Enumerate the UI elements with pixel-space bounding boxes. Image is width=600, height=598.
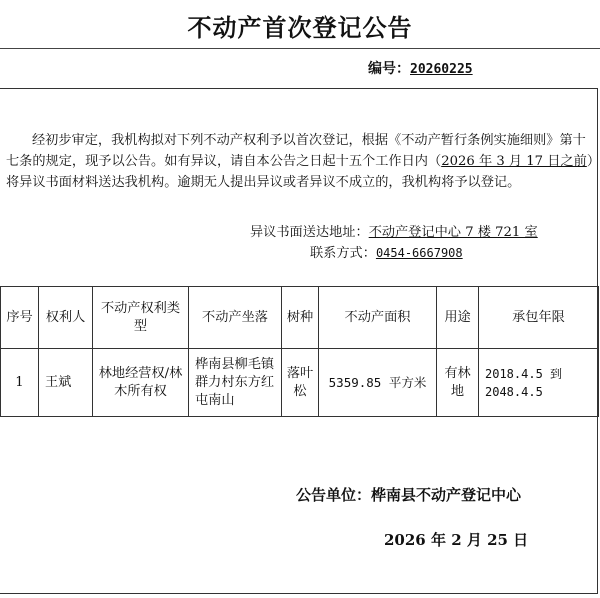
header-use: 用途 (437, 287, 479, 349)
notice-date: 2026 年 2 月 25 日 (384, 531, 529, 549)
term-start: 2018.4.5 到 (485, 366, 563, 381)
body-text-part2: ）将异议书面材料送达我机构。逾期无人提出异议或者异议不成立的，我机构将予以登记。 (6, 154, 594, 190)
header-species: 树种 (282, 287, 319, 349)
page-title: 不动产首次登记公告 (187, 13, 413, 42)
cell-right-type: 林地经营权/林木所有权 (93, 349, 189, 417)
address-value: 不动产登记中心 7 楼 721 室 (368, 225, 538, 240)
table-header-row (1, 287, 599, 349)
deadline: 2026 年 3 月 17 日之前 (441, 154, 587, 169)
contact-label: 联系方式： (310, 246, 376, 261)
notice-unit (296, 484, 521, 505)
header-holder: 权利人 (39, 287, 93, 349)
term-end: 2048.4.5 (485, 384, 543, 399)
body-text-part1: 经初步审定，我机构拟对下列不动产权利予以首次登记，根据《不动产暂行条例实施细则》第十七条的规定，现予以公告。如有异议，请自本公告之日起十五个工作日内（ (6, 133, 586, 169)
registration-table (0, 286, 599, 417)
number-label: 编号： (368, 61, 410, 77)
contact-info (310, 242, 463, 261)
cell-species: 落叶松 (282, 349, 319, 417)
notice-body (6, 130, 594, 193)
cell-holder: 王斌 (39, 349, 93, 417)
header-right-type: 不动产权利类型 (93, 287, 189, 349)
cell-no: 1 (1, 349, 39, 417)
document-number (368, 58, 473, 78)
notice-unit-value: 桦南县不动产登记中心 (371, 486, 522, 504)
cell-use: 有林地 (437, 349, 479, 417)
header-location: 不动产坐落 (189, 287, 282, 349)
notice-unit-label: 公告单位： (296, 486, 372, 504)
number-value: 20260225 (410, 62, 473, 77)
address-label: 异议书面送达地址： (250, 225, 369, 240)
header-no: 序号 (1, 287, 39, 349)
cell-area: 5359.85 平方米 (319, 349, 437, 417)
table-row (1, 349, 599, 417)
objection-address (250, 221, 538, 240)
contact-value: 0454-6667908 (375, 246, 463, 260)
header-area: 不动产面积 (319, 287, 437, 349)
title-divider (0, 48, 600, 49)
header-term: 承包年限 (479, 287, 599, 349)
cell-location: 桦南县柳毛镇群力村东方红屯南山 (189, 349, 282, 417)
cell-term (479, 349, 599, 417)
